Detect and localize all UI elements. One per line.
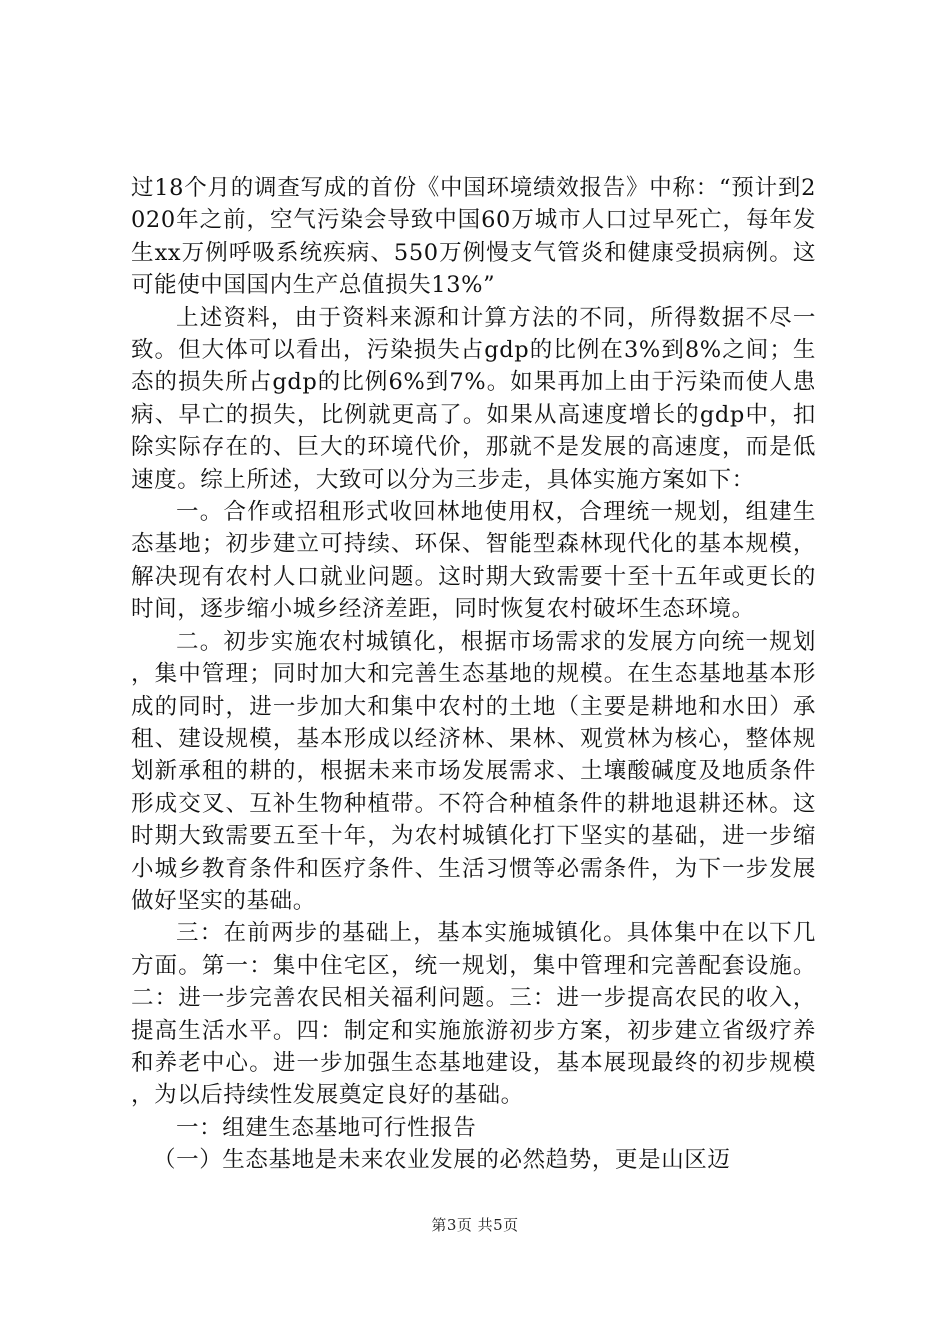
paragraph-step-three: 三：在前两步的基础上，基本实施城镇化。具体集中在以下几方面。第一：集中住宅区，统一规划，集中管理和完善配套设施。二：进一步完善农民相关福利问题。三：进一步提高农民的收入，提高生活水平。四：制定和实施旅游初步方案，初步建立省级疗养和养老中心。进一步加强生态基地建设，基本展现最终的初步规模，为以后持续性发展奠定良好的基础。 <box>131 920 816 1109</box>
paragraph-step-one: 一。合作或招租形式收回林地使用权，合理统一规划，组建生态基地；初步建立可持续、环保、智能型森林现代化的基本规模，解决现有农村人口就业问题。这时期大致需要十至十五年或更长的时间，逐步缩小城乡经济差距，同时恢复农村破坏生态环境。 <box>131 499 816 623</box>
page-footer: 第3页 共5页 <box>431 1216 519 1234</box>
document-body <box>131 172 816 1177</box>
section-heading: 一：组建生态基地可行性报告 <box>176 1114 477 1141</box>
paragraph-step-two: 二。初步实施农村城镇化，根据市场需求的发展方向统一规划，集中管理；同时加大和完善生态基地的规模。在生态基地基本形成的同时，进一步加大和集中农村的土地（主要是耕地和水田）承租、建设规模，基本形成以经济林、果林、观赏林为核心，整体规划新承租的耕的，根据未来市场发展需求、土壤酸碱度及地质条件形成交叉、互补生物种植带。不符合种植条件的耕地退耕还林。这时期大致需要五至十年，为农村城镇化打下坚实的基础，进一步缩小城乡教育条件和医疗条件、生活习惯等必需条件，为下一步发展做好坚实的基础。 <box>131 628 816 914</box>
paragraph-data-summary: 上述资料，由于资料来源和计算方法的不同，所得数据不尽一致。但大体可以看出，污染损失占gdp的比例在3%到8%之间；生态的损失所占gdp的比例6%到7%。如果再加上由于污染而使人患病、早亡的损失，比例就更高了。如果从高速度增长的gdp中，扣除实际存在的、巨大的环境代价，那就不是发展的高速度，而是低速度。综上所述，大致可以分为三步走，具体实施方案如下： <box>131 304 816 493</box>
paragraph-report-quote: 过18个月的调查写成的首份《中国环境绩效报告》中称：“预计到2020年之前，空气污染会导致中国60万城市人口过早死亡，每年发生xx万例呼吸系统疾病、550万例慢支气管炎和健康受损病例。这可能使中国国内生产总值损失13%” <box>131 175 816 299</box>
paragraph-subsection-one: （一）生态基地是未来农业发展的必然趋势，更是山区迈 <box>153 1147 731 1174</box>
